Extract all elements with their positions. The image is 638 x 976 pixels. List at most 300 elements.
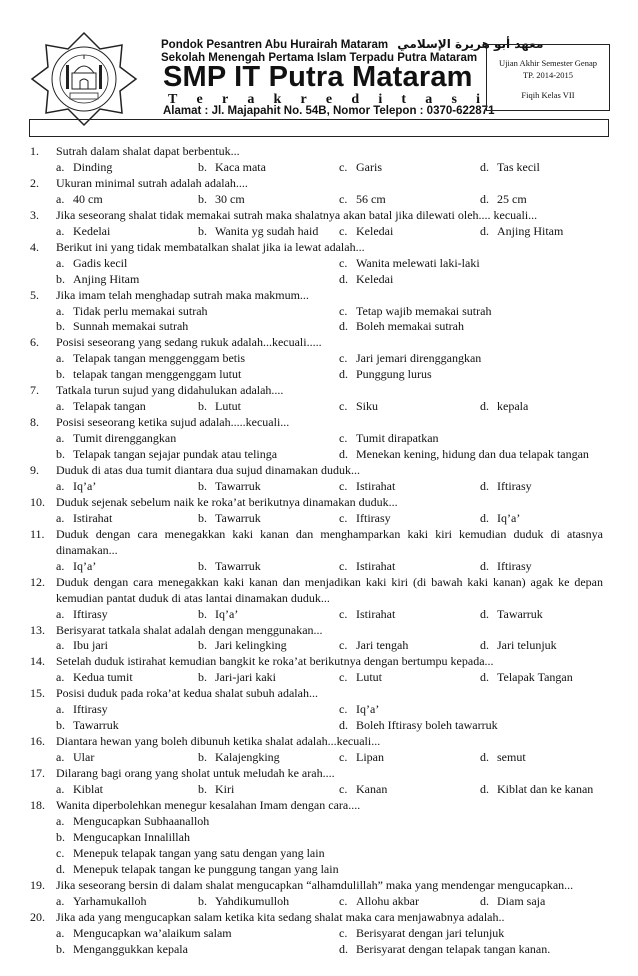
- question-number: 14.: [30, 654, 45, 669]
- option-text: Wanita yg sudah haid: [215, 223, 319, 238]
- option-letter: c.: [339, 159, 348, 174]
- option-letter: a.: [56, 813, 65, 828]
- answer-option: [339, 271, 393, 287]
- option-letter: c.: [339, 670, 348, 685]
- option-text: Punggung lurus: [356, 367, 432, 382]
- option-letter: a.: [56, 782, 65, 796]
- option-letter: a.: [56, 478, 65, 493]
- option-letter: c.: [339, 431, 348, 446]
- option-text: 25 cm: [497, 191, 527, 206]
- option-text: Anjing Hitam: [73, 271, 140, 286]
- question-number: 10.: [30, 494, 45, 509]
- option-letter: c.: [339, 702, 348, 717]
- answer-option: [198, 478, 261, 494]
- option-text: Tas kecil: [497, 159, 540, 174]
- option-text: Istirahat: [356, 606, 396, 621]
- option-letter: b.: [198, 558, 207, 573]
- option-text: 30 cm: [215, 191, 245, 206]
- accreditation-letter: e: [325, 92, 333, 107]
- option-text: Jari kelingking: [215, 638, 287, 653]
- option-text: Kaca mata: [215, 159, 266, 174]
- option-letter: c.: [339, 399, 348, 414]
- option-letter: a.: [56, 638, 65, 653]
- option-text: Kedua tumit: [73, 670, 133, 685]
- answer-option: [198, 398, 241, 414]
- answer-option: [339, 941, 550, 957]
- option-text: Yahdikumulloh: [215, 893, 290, 908]
- exam-info-box: [486, 44, 610, 111]
- question-number: 12.: [30, 574, 45, 589]
- answer-option: [480, 478, 532, 494]
- question-text: Berikut ini yang tidak membatalkan shalat jika ia lewat adalah...: [56, 239, 365, 254]
- question-text: Setelah duduk istirahat kemudian bangkit ke roka’at berikutnya dengan bertumpu kepada...: [56, 654, 494, 669]
- option-letter: c.: [339, 782, 348, 796]
- question-number: 15.: [30, 686, 45, 701]
- question-text: dinamakan...: [56, 542, 118, 557]
- question-text: Jika ada yang mengucapkan salam ketika kita sedang shalat maka cara menjawabnya adalah..: [56, 909, 505, 924]
- accreditation-letter: e: [196, 92, 203, 107]
- option-letter: d.: [480, 510, 489, 525]
- answer-option: [480, 159, 540, 175]
- option-letter: b.: [198, 191, 207, 206]
- option-letter: c.: [339, 255, 348, 270]
- answer-option: [56, 398, 146, 414]
- question-text: Ukuran minimal sutrah adalah adalah....: [56, 175, 248, 190]
- option-letter: d.: [480, 191, 489, 206]
- answer-option: [339, 893, 419, 909]
- option-letter: b.: [198, 223, 207, 238]
- question-text: Jika imam telah menghadap sutrah maka makmum...: [56, 287, 309, 302]
- answer-option: [56, 318, 188, 334]
- answer-option: [480, 558, 532, 574]
- answer-option: [198, 510, 261, 526]
- accreditation-letter: d: [351, 92, 360, 107]
- accreditation-letter: k: [273, 92, 282, 107]
- option-letter: b.: [56, 829, 65, 844]
- accreditation-letter: r: [300, 92, 307, 107]
- option-text: 40 cm: [73, 191, 103, 206]
- option-text: Jari jemari direnggangkan: [356, 351, 482, 366]
- option-text: Menepuk telapak tangan yang satu dengan yang lain: [73, 845, 325, 860]
- option-text: Istirahat: [73, 510, 113, 525]
- question-text: Posisi seseorang yang sedang rukuk adalah...kecuali.....: [56, 335, 322, 350]
- option-text: Sunnah memakai sutrah: [73, 319, 189, 334]
- answer-option: [339, 558, 395, 574]
- option-text: Telapak tangan menggenggam betis: [73, 351, 246, 366]
- question-text: Sutrah dalam shalat dapat berbentuk...: [56, 144, 240, 158]
- option-text: Mengucapkan Subhaanalloh: [73, 813, 210, 828]
- option-text: Keledai: [356, 223, 394, 238]
- answer-option: [339, 749, 384, 765]
- option-letter: c.: [339, 351, 348, 366]
- option-letter: a.: [56, 925, 65, 940]
- answer-option: [339, 717, 498, 733]
- exam-name: Ujian Akhir Semester Genap: [499, 58, 597, 68]
- question-text: Tatkala turun sujud yang didahulukan adalah....: [56, 383, 284, 398]
- option-letter: c.: [339, 478, 348, 493]
- option-letter: a.: [56, 431, 65, 446]
- student-identity-bar: [29, 119, 609, 137]
- answer-option: [339, 398, 378, 414]
- answer-option: [480, 510, 520, 526]
- option-letter: d.: [56, 861, 65, 876]
- option-letter: a.: [56, 399, 65, 414]
- option-letter: b.: [56, 447, 65, 462]
- answer-option: [56, 925, 232, 941]
- answer-option: [198, 781, 234, 797]
- answer-option: [480, 606, 543, 622]
- answer-option: [56, 749, 94, 765]
- answer-option: [198, 223, 318, 239]
- option-text: Jari-jari kaki: [215, 670, 276, 685]
- option-text: Tetap wajib memakai sutrah: [356, 303, 492, 318]
- option-text: Iftirasy: [356, 510, 391, 525]
- answer-option: [339, 781, 387, 797]
- option-letter: a.: [56, 351, 65, 366]
- question-text: Jika seseorang shalat tidak memakai sutrah maka shalatnya akan batal jika dilewati oleh.... kecuali...: [56, 207, 538, 222]
- option-letter: d.: [480, 638, 489, 653]
- option-letter: c.: [339, 893, 348, 908]
- option-letter: d.: [480, 782, 489, 796]
- option-letter: a.: [56, 191, 65, 206]
- option-text: Allohu akbar: [356, 893, 419, 908]
- question-text: Duduk di atas dua tumit diantara dua sujud dinamakan duduk...: [56, 463, 360, 477]
- answer-option: [198, 558, 261, 574]
- answer-option: [56, 717, 119, 733]
- answer-option: [56, 510, 112, 526]
- accreditation-letter: i: [476, 92, 480, 107]
- option-text: Siku: [356, 399, 379, 414]
- answer-option: [339, 191, 386, 207]
- subject-class: Fiqih Kelas VII: [521, 90, 575, 100]
- question-text: Berisyarat tatkala shalat adalah dengan menggunakan...: [56, 622, 323, 637]
- question-number: 7.: [30, 383, 39, 398]
- option-letter: c.: [339, 510, 348, 525]
- answer-option: [339, 701, 379, 717]
- answer-option: [198, 669, 276, 685]
- option-text: Kiblat: [73, 782, 103, 796]
- option-text: Ular: [73, 750, 95, 765]
- accreditation-letter: a: [425, 92, 433, 107]
- option-text: Iq’a’: [215, 606, 239, 621]
- option-text: Iftirasy: [497, 558, 532, 573]
- option-text: Tawarruk: [215, 478, 261, 493]
- question-number: 8.: [30, 415, 39, 430]
- pesantren-name: [161, 37, 544, 53]
- option-letter: b.: [198, 782, 207, 796]
- option-text: Gadis kecil: [73, 255, 128, 270]
- answer-option: [56, 159, 112, 175]
- option-letter: b.: [56, 367, 65, 382]
- option-letter: d.: [480, 223, 489, 238]
- option-text: Berisyarat dengan telapak tangan kanan.: [356, 941, 551, 956]
- option-text: kepala: [497, 399, 529, 414]
- option-letter: d.: [339, 367, 348, 382]
- option-letter: b.: [56, 941, 65, 956]
- school-logo: [30, 31, 138, 127]
- option-text: Lutut: [356, 670, 382, 685]
- option-text: Lutut: [215, 399, 241, 414]
- option-letter: a.: [56, 510, 65, 525]
- question-text: Jika seseorang bersin di dalam shalat mengucapkan “alhamdulillah” maka yang mendengar mengucapkan...: [56, 877, 574, 892]
- answer-option: [198, 159, 266, 175]
- option-letter: d.: [480, 399, 489, 414]
- option-letter: c.: [339, 638, 348, 653]
- option-letter: b.: [198, 399, 207, 414]
- option-text: Iq’a’: [497, 510, 521, 525]
- option-text: Mengucapkan Innalillah: [73, 829, 190, 844]
- option-letter: d.: [480, 558, 489, 573]
- option-letter: c.: [339, 750, 348, 765]
- option-letter: b.: [198, 510, 207, 525]
- question-number: 18.: [30, 797, 45, 812]
- answer-option: [480, 893, 545, 909]
- option-letter: a.: [56, 670, 65, 685]
- question-number: 13.: [30, 622, 45, 637]
- answer-option: [56, 223, 110, 239]
- option-letter: c.: [339, 558, 348, 573]
- option-letter: d.: [480, 606, 489, 621]
- answer-option: [339, 223, 393, 239]
- option-text: Menekan kening, hidung dan dua telapak tangan: [356, 447, 589, 462]
- answer-option: [480, 749, 526, 765]
- answer-option: [339, 318, 464, 334]
- question-text: kemudian pantat duduk di atas lantai dinamakan duduk...: [56, 590, 330, 605]
- question-number: 20.: [30, 909, 45, 924]
- answer-option: [198, 749, 280, 765]
- option-letter: c.: [339, 223, 348, 238]
- option-letter: b.: [198, 638, 207, 653]
- answer-option: [339, 350, 481, 366]
- option-letter: a.: [56, 893, 65, 908]
- answer-option: [339, 159, 382, 175]
- accreditation-letter: r: [221, 92, 229, 107]
- question-number: 4.: [30, 239, 39, 254]
- option-letter: d.: [480, 893, 489, 908]
- option-text: Menepuk telapak tangan ke punggung tangan yang lain: [73, 861, 339, 876]
- accreditation-letter: i: [378, 92, 383, 107]
- question-number: 9.: [30, 463, 39, 477]
- option-text: Boleh memakai sutrah: [356, 319, 464, 334]
- option-letter: a.: [56, 750, 65, 765]
- option-letter: a.: [56, 702, 65, 717]
- answer-option: [480, 191, 527, 207]
- option-text: Mengucapkan wa’alaikum salam: [73, 925, 232, 940]
- answer-option: [56, 303, 208, 319]
- answer-option: [339, 510, 391, 526]
- option-text: Anjing Hitam: [497, 223, 564, 238]
- option-text: Tawarruk: [215, 558, 261, 573]
- option-text: Diam saja: [497, 893, 546, 908]
- answer-option: [56, 701, 108, 717]
- option-letter: d.: [339, 718, 348, 733]
- question-number: 3.: [30, 207, 39, 222]
- question-number: 6.: [30, 335, 39, 350]
- answer-option: [198, 191, 245, 207]
- answer-option: [56, 637, 108, 653]
- option-letter: a.: [56, 159, 65, 174]
- answer-option: [339, 303, 491, 319]
- option-text: Iftirasy: [73, 702, 108, 717]
- option-text: Kalajengking: [215, 750, 280, 765]
- option-letter: d.: [339, 447, 348, 462]
- option-text: Yarhamukalloh: [73, 893, 147, 908]
- option-letter: b.: [198, 750, 207, 765]
- option-text: Wanita melewati laki-laki: [356, 255, 480, 270]
- question-text: Duduk sejenak sebelum naik ke roka’at berikutnya dinamakan duduk...: [56, 494, 398, 509]
- question-number: 2.: [30, 175, 39, 190]
- option-text: Dinding: [73, 159, 113, 174]
- accreditation-letter: T: [168, 92, 178, 107]
- option-text: Telapak Tangan: [497, 670, 573, 685]
- option-text: Tawarruk: [73, 718, 119, 733]
- option-text: Tawarruk: [215, 510, 261, 525]
- question-number: 1.: [30, 144, 39, 158]
- answer-option: [56, 669, 133, 685]
- option-text: Tidak perlu memakai sutrah: [73, 303, 208, 318]
- answer-option: [339, 366, 432, 382]
- answer-option: [56, 430, 176, 446]
- answer-option: [198, 606, 238, 622]
- option-letter: a.: [56, 223, 65, 238]
- answer-option: [339, 637, 408, 653]
- option-letter: d.: [480, 750, 489, 765]
- option-letter: a.: [56, 255, 65, 270]
- option-text: Keledai: [356, 271, 394, 286]
- answer-option: [480, 398, 528, 414]
- option-letter: d.: [339, 319, 348, 334]
- option-text: Istirahat: [356, 558, 396, 573]
- answer-option: [56, 446, 277, 462]
- option-letter: d.: [339, 941, 348, 956]
- school-address: Alamat : Jl. Majapahit No. 54B, Nomor Telepon : 0370-622871: [163, 105, 495, 117]
- answer-option: [56, 606, 108, 622]
- accreditation-letter: a: [247, 92, 255, 107]
- answer-option: [56, 845, 325, 861]
- answer-option: [339, 669, 382, 685]
- question-number: 5.: [30, 287, 39, 302]
- pesantren-name-latin: Pondok Pesantren Abu Hurairah Mataram: [161, 39, 389, 51]
- answer-option: [56, 271, 139, 287]
- question-number: 17.: [30, 766, 45, 781]
- answer-option: [56, 191, 103, 207]
- answer-option: [480, 637, 557, 653]
- option-text: Lipan: [356, 750, 384, 765]
- answer-option: [339, 478, 395, 494]
- option-letter: d.: [480, 670, 489, 685]
- answer-option: [339, 925, 504, 941]
- option-text: Ibu jari: [73, 638, 108, 653]
- option-letter: b.: [198, 670, 207, 685]
- option-letter: c.: [339, 191, 348, 206]
- option-text: Iftirasy: [73, 606, 108, 621]
- answer-option: [339, 430, 439, 446]
- option-letter: b.: [198, 606, 207, 621]
- option-text: Iq’a’: [356, 702, 380, 717]
- question-number: 11.: [30, 526, 45, 541]
- option-text: Jari telunjuk: [497, 638, 557, 653]
- question-text: Posisi seseorang ketika sujud adalah.....kecuali...: [56, 415, 290, 430]
- option-letter: b.: [198, 893, 207, 908]
- option-text: Telapak tangan: [73, 399, 146, 414]
- answer-option: [480, 223, 563, 239]
- answer-option: [56, 813, 209, 829]
- option-text: Kanan: [356, 782, 388, 796]
- option-text: Kedelai: [73, 223, 111, 238]
- option-text: 56 cm: [356, 191, 386, 206]
- question-number: 19.: [30, 877, 45, 892]
- answer-option: [56, 861, 339, 877]
- option-text: Tawarruk: [497, 606, 543, 621]
- option-letter: d.: [480, 159, 489, 174]
- accreditation-letter: s: [451, 92, 457, 107]
- option-text: Tumit dirapatkan: [356, 431, 439, 446]
- answer-option: [56, 781, 103, 797]
- option-text: Telapak tangan sejajar pundak atau telinga: [73, 447, 278, 462]
- option-text: Istirahat: [356, 478, 396, 493]
- option-text: telapak tangan menggenggam lutut: [73, 367, 242, 382]
- pesantren-name-arabic: معهد أبو هريرة الإسلامي: [397, 37, 544, 51]
- option-letter: a.: [56, 606, 65, 621]
- option-letter: b.: [56, 718, 65, 733]
- option-text: Iq’a’: [73, 478, 97, 493]
- option-text: Iq’a’: [73, 558, 97, 573]
- option-letter: c.: [339, 303, 348, 318]
- answer-option: [56, 350, 245, 366]
- option-letter: a.: [56, 303, 65, 318]
- option-text: Berisyarat dengan jari telunjuk: [356, 925, 505, 940]
- option-text: Garis: [356, 159, 382, 174]
- question-text: Diantara hewan yang boleh dibunuh ketika shalat adalah...kecuali...: [56, 734, 381, 749]
- answer-option: [339, 446, 589, 462]
- accreditation-letter: t: [401, 92, 407, 107]
- answer-option: [480, 781, 593, 797]
- option-text: Iftirasy: [497, 478, 532, 493]
- option-text: Kiri: [215, 782, 235, 796]
- answer-option: [339, 255, 480, 271]
- option-letter: b.: [56, 319, 65, 334]
- answer-option: [56, 255, 127, 271]
- school-year: TP. 2014-2015: [522, 70, 574, 80]
- option-text: Kiblat dan ke kanan: [497, 782, 594, 796]
- option-letter: b.: [198, 478, 207, 493]
- question-text: Duduk dengan cara menegakkan kaki kanan dan menjadikan kaki kiri (di bawah kaki kanan) agak ke depan: [56, 574, 603, 589]
- option-text: Boleh Iftirasy boleh tawarruk: [356, 718, 498, 733]
- option-letter: c.: [339, 925, 348, 940]
- answer-option: [56, 558, 96, 574]
- option-text: Tumit direnggangkan: [73, 431, 177, 446]
- question-text: Duduk dengan cara menegakkan kaki kanan dan menghamparkan kaki kiri kemudian duduk di atasnya: [56, 526, 603, 541]
- option-letter: c.: [339, 606, 348, 621]
- answer-option: [56, 366, 241, 382]
- school-subtitle: Sekolah Menengah Pertama Islam Terpadu Putra Mataram: [161, 52, 478, 64]
- option-letter: c.: [56, 845, 65, 860]
- option-letter: d.: [480, 478, 489, 493]
- answer-option: [56, 829, 190, 845]
- question-text: Dilarang bagi orang yang sholat untuk meludah ke arah....: [56, 766, 335, 781]
- question-number: 16.: [30, 734, 45, 749]
- option-text: Menganggukkan kepala: [73, 941, 188, 956]
- answer-option: [339, 606, 395, 622]
- answer-option: [480, 669, 573, 685]
- answer-option: [198, 637, 287, 653]
- option-letter: b.: [198, 159, 207, 174]
- option-text: semut: [497, 750, 526, 765]
- answer-option: [56, 941, 188, 957]
- school-title: SMP IT Putra Mataram: [163, 61, 473, 93]
- question-text: Posisi duduk pada roka’at kedua shalat subuh adalah...: [56, 686, 318, 701]
- answer-option: [198, 893, 289, 909]
